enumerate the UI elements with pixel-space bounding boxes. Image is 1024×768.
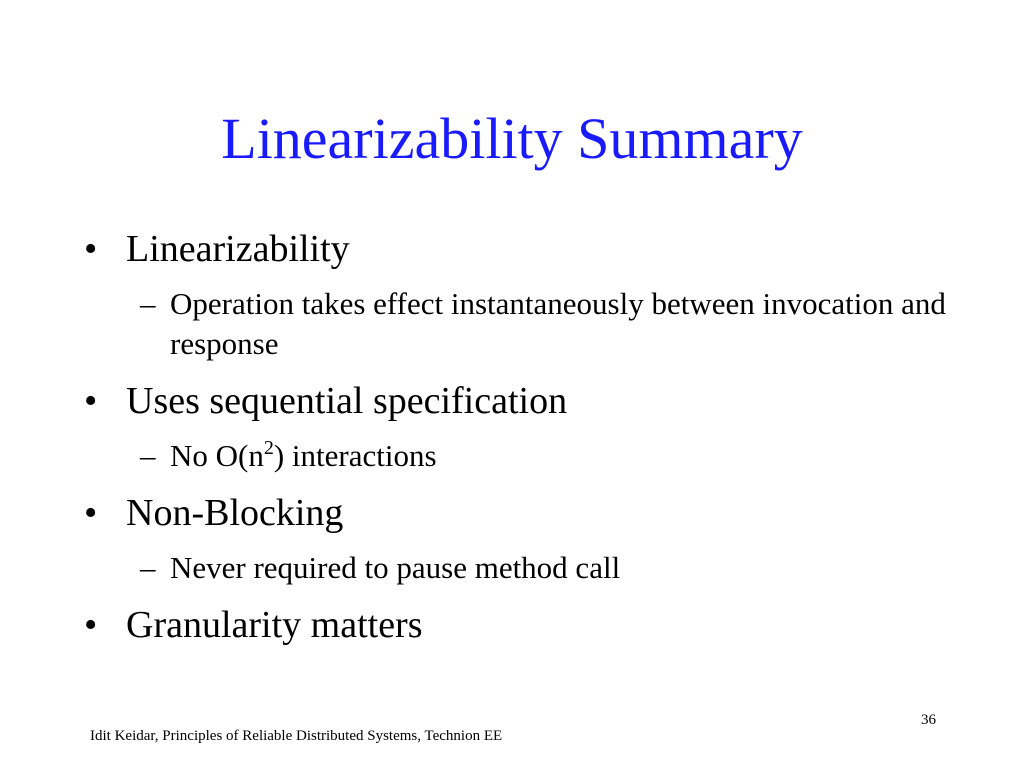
sub-bullet-text-prefix: No O(n (170, 438, 264, 473)
bullet-text: Non-Blocking (126, 492, 344, 534)
sub-bullet-item (84, 436, 964, 476)
dash-icon: – (140, 286, 156, 321)
sub-bullet-item (84, 284, 964, 364)
bullet-text: Granularity matters (126, 604, 423, 646)
dash-icon: – (140, 438, 156, 473)
bullet-list (84, 226, 964, 660)
sub-bullet-item (84, 548, 964, 588)
sub-bullet-text: Operation takes effect instantaneously between invocation and response (170, 286, 946, 361)
bullet-icon: • (84, 228, 98, 270)
sub-bullet-text: Never required to pause method call (170, 550, 621, 585)
bullet-item-sequential-spec (84, 378, 964, 424)
bullet-icon: • (84, 492, 98, 534)
bullet-item-linearizability (84, 226, 964, 272)
page-number: 36 (921, 712, 936, 728)
bullet-text: Linearizability (126, 228, 350, 270)
bullet-text: Uses sequential specification (126, 380, 568, 422)
bullet-item-non-blocking (84, 490, 964, 536)
bullet-icon: • (84, 380, 98, 422)
superscript: 2 (263, 437, 274, 459)
footer-text: Idit Keidar, Principles of Reliable Distributed Systems, Technion EE (90, 728, 503, 744)
bullet-icon: • (84, 604, 98, 646)
slide-title: Linearizability Summary (221, 106, 803, 171)
dash-icon: – (140, 550, 156, 585)
bullet-item-granularity (84, 602, 964, 648)
sub-bullet-text-suffix: ) interactions (273, 438, 437, 473)
